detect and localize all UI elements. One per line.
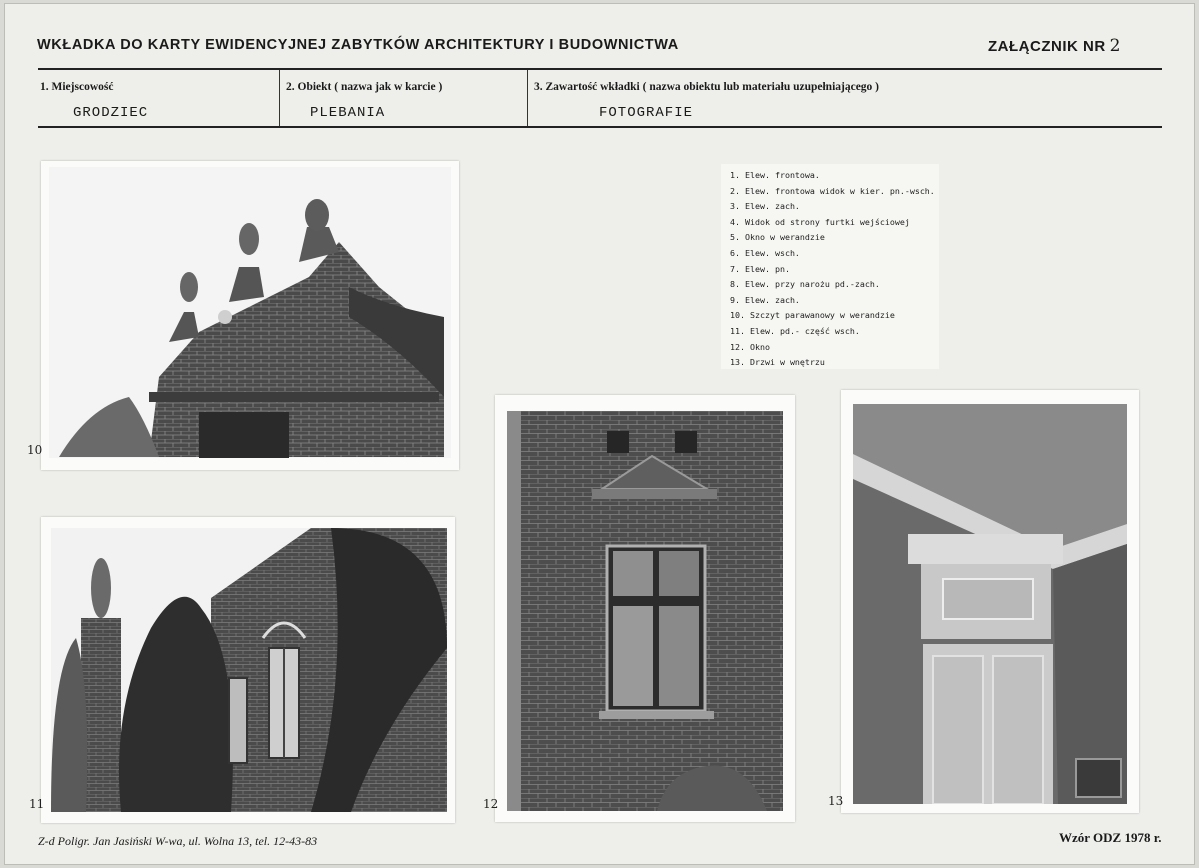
form-designation: Wzór ODZ 1978 r. — [1059, 830, 1162, 845]
contents-label: 3. Zawartość wkładki ( nazwa obiektu lub materiału uzupełniającego ) — [534, 81, 880, 93]
photo-10-image — [49, 167, 451, 458]
photo-10-gable — [41, 161, 459, 470]
field-divider-1 — [279, 70, 280, 128]
caption-item: 4. Widok od strony furtki wejściowej — [730, 216, 910, 227]
inventory-insert-sheet — [4, 3, 1195, 865]
annex-label-text: ZAŁĄCZNIK NR — [988, 38, 1106, 55]
photo-12-image — [507, 411, 783, 811]
annex-number: 2 — [1109, 36, 1121, 56]
photo-number-11: 11 — [29, 797, 45, 811]
photo-11-south-elevation — [41, 517, 455, 823]
printer-imprint: Z-d Poligr. Jan Jasiński W-wa, ul. Wolna 13, tel. 12-43-83 — [38, 834, 318, 848]
photo-number-10: 10 — [27, 443, 43, 457]
annex-label — [988, 36, 1121, 56]
caption-item: 11. Elew. pd.- część wsch. — [730, 325, 860, 336]
photo-12-window — [495, 395, 795, 822]
header-top-rule — [38, 68, 1162, 70]
caption-item: 3. Elew. zach. — [730, 201, 800, 212]
locality-value: GRODZIEC — [73, 105, 149, 121]
document-title: WKŁADKA DO KARTY EWIDENCYJNEJ ZABYTKÓW ARCHITEKTURY I BUDOWNICTWA — [37, 37, 679, 53]
photo-number-12: 12 — [483, 797, 499, 811]
caption-item: 13. Drzwi w wnętrzu — [730, 357, 825, 368]
caption-item: 6. Elew. wsch. — [730, 247, 800, 258]
caption-item: 8. Elew. przy narożu pd.-zach. — [730, 279, 880, 290]
photo-caption-list — [721, 164, 939, 369]
photo-number-13: 13 — [828, 794, 844, 808]
object-label: 2. Obiekt ( nazwa jak w karcie ) — [286, 81, 443, 93]
caption-item: 12. Okno — [730, 341, 770, 352]
caption-item: 2. Elew. frontowa widok w kier. pn.-wsch. — [730, 185, 935, 196]
caption-item: 1. Elew. frontowa. — [730, 170, 820, 180]
contents-value: FOTOGRAFIE — [599, 105, 694, 121]
object-value: PLEBANIA — [310, 105, 386, 121]
photo-11-image — [51, 528, 447, 812]
caption-item: 10. Szczyt parawanowy w werandzie — [730, 310, 895, 321]
header-bottom-rule — [38, 126, 1162, 128]
caption-item: 5. Okno w werandzie — [730, 232, 825, 243]
caption-item: 9. Elew. zach. — [730, 294, 800, 305]
locality-label: 1. Miejscowość — [40, 81, 114, 93]
photo-13-image — [853, 404, 1127, 804]
caption-item: 7. Elew. pn. — [730, 263, 790, 274]
field-divider-2 — [527, 70, 528, 128]
photo-13-interior-door — [841, 390, 1139, 813]
